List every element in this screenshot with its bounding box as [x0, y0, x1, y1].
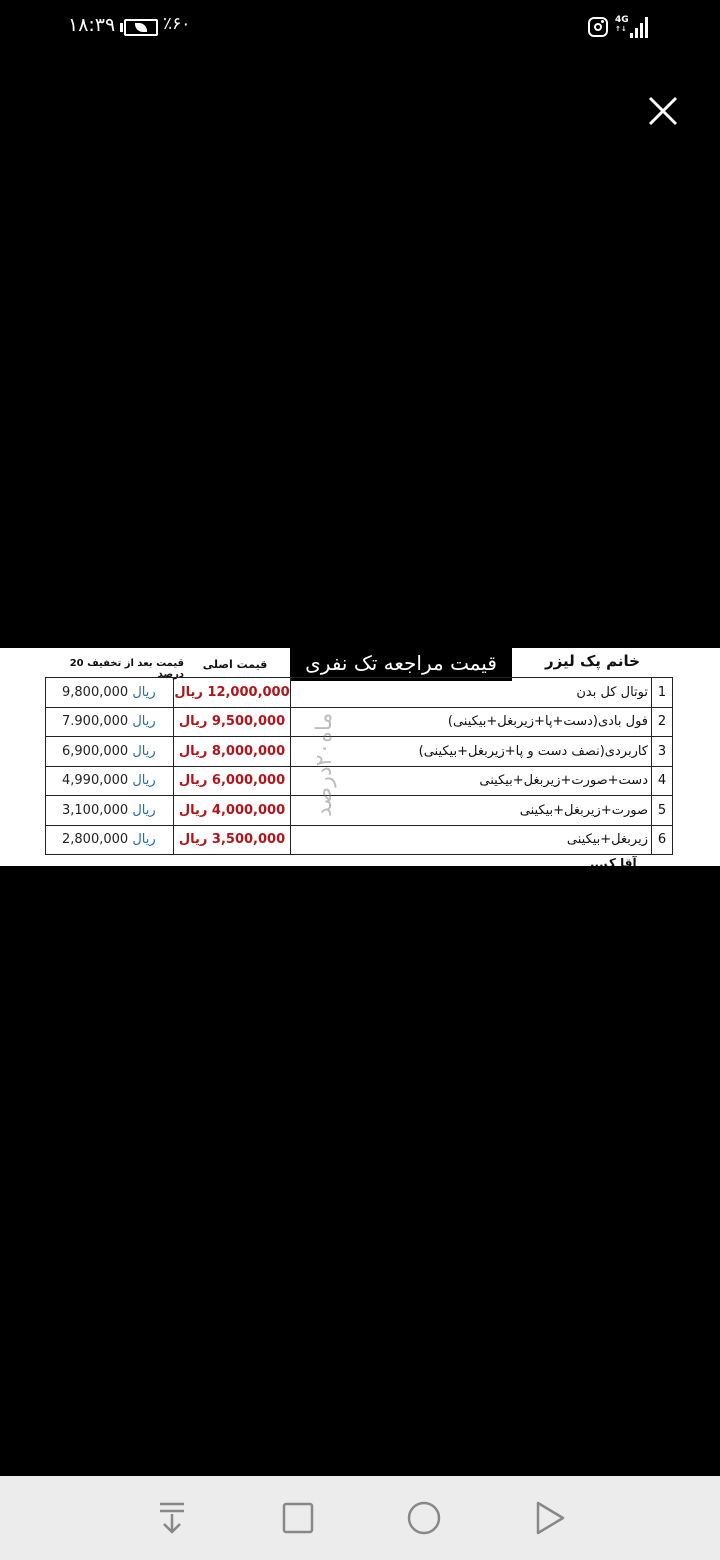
original-price-cell: 4,000,000 ریال	[174, 796, 291, 826]
currency-unit: ریال	[132, 832, 156, 848]
table-row	[46, 678, 673, 708]
row-number-cell: 2	[652, 707, 673, 737]
battery-percent: ٪۶۰	[163, 14, 191, 34]
table-row	[46, 796, 673, 826]
currency-unit: ریال	[132, 684, 156, 700]
discount-amount: 4,990,000	[62, 773, 129, 789]
network-type: 4G ↑↓	[615, 15, 629, 33]
price-list-image	[0, 648, 720, 866]
home-button[interactable]	[404, 1498, 444, 1538]
original-price-cell: 9,500,000 ریال	[174, 707, 291, 737]
service-cell: زیربغل+بیکینی	[291, 825, 652, 855]
discount-price-cell	[46, 766, 174, 796]
notification-pull-button[interactable]	[152, 1498, 192, 1538]
signal-icon	[628, 16, 650, 38]
original-price-cell: 3,500,000 ریال	[174, 825, 291, 855]
status-bar	[0, 0, 720, 56]
navigation-bar	[0, 1476, 720, 1560]
currency-unit: ریال	[132, 743, 156, 759]
leaf-icon	[135, 23, 147, 32]
back-triangle-icon	[530, 1498, 570, 1538]
service-cell: کاربردی(نصف دست و پا+زیربغل+بیکینی)	[291, 737, 652, 767]
battery-icon	[120, 19, 160, 36]
table-row	[46, 707, 673, 737]
discount-price-cell	[46, 737, 174, 767]
recents-button[interactable]	[278, 1498, 318, 1538]
discount-amount: 7.900,000	[62, 714, 129, 730]
row-number-cell: 4	[652, 766, 673, 796]
table-row	[46, 737, 673, 767]
discount-amount: 6,900,000	[62, 743, 129, 759]
cut-off-text: آقا ک...	[590, 856, 637, 866]
header-original-price: قیمت اصلی	[202, 658, 268, 671]
row-number-cell: 1	[652, 678, 673, 708]
original-price-cell: 6,000,000 ریال	[174, 766, 291, 796]
back-button[interactable]	[530, 1498, 570, 1538]
notification-pull-icon	[152, 1498, 192, 1538]
table-row	[46, 825, 673, 855]
discount-price-cell	[46, 825, 174, 855]
service-cell: فول بادی(دست+پا+زیربغل+بیکینی)	[291, 707, 652, 737]
service-cell: دست+صورت+زیربغل+بیکینی	[291, 766, 652, 796]
close-button[interactable]	[640, 88, 684, 132]
instagram-icon	[588, 17, 608, 37]
row-number-cell: 5	[652, 796, 673, 826]
table-row	[46, 766, 673, 796]
discount-price-cell	[46, 707, 174, 737]
discount-amount: 2,800,000	[62, 832, 129, 848]
status-time: ۱۸:۳۹	[68, 14, 116, 36]
discount-price-cell	[46, 678, 174, 708]
recents-square-icon	[278, 1498, 318, 1538]
watermark: ماه۲۰درصد	[312, 712, 337, 818]
row-number-cell: 6	[652, 825, 673, 855]
image-viewer[interactable]	[0, 648, 720, 866]
currency-unit: ریال	[132, 773, 156, 789]
discount-price-cell	[46, 796, 174, 826]
service-cell: صورت+زیربغل+بیکینی	[291, 796, 652, 826]
discount-amount: 3,100,000	[62, 802, 129, 818]
header-service: خانم پک لیزر	[545, 652, 640, 670]
row-number-cell: 3	[652, 737, 673, 767]
discount-amount: 9,800,000	[62, 684, 129, 700]
header-banner: قیمت مراجعه تک نفری	[290, 648, 512, 681]
currency-unit: ریال	[132, 714, 156, 730]
price-table	[45, 677, 673, 855]
original-price-cell: 12,000,000 ریال	[174, 678, 291, 708]
close-icon	[640, 88, 684, 132]
original-price-cell: 8,000,000 ریال	[174, 737, 291, 767]
header-discount-price: قیمت بعد از تخفیف 20 درصد	[69, 658, 184, 680]
service-cell: توتال کل بدن	[291, 678, 652, 708]
currency-unit: ریال	[132, 802, 156, 818]
home-circle-icon	[404, 1498, 444, 1538]
